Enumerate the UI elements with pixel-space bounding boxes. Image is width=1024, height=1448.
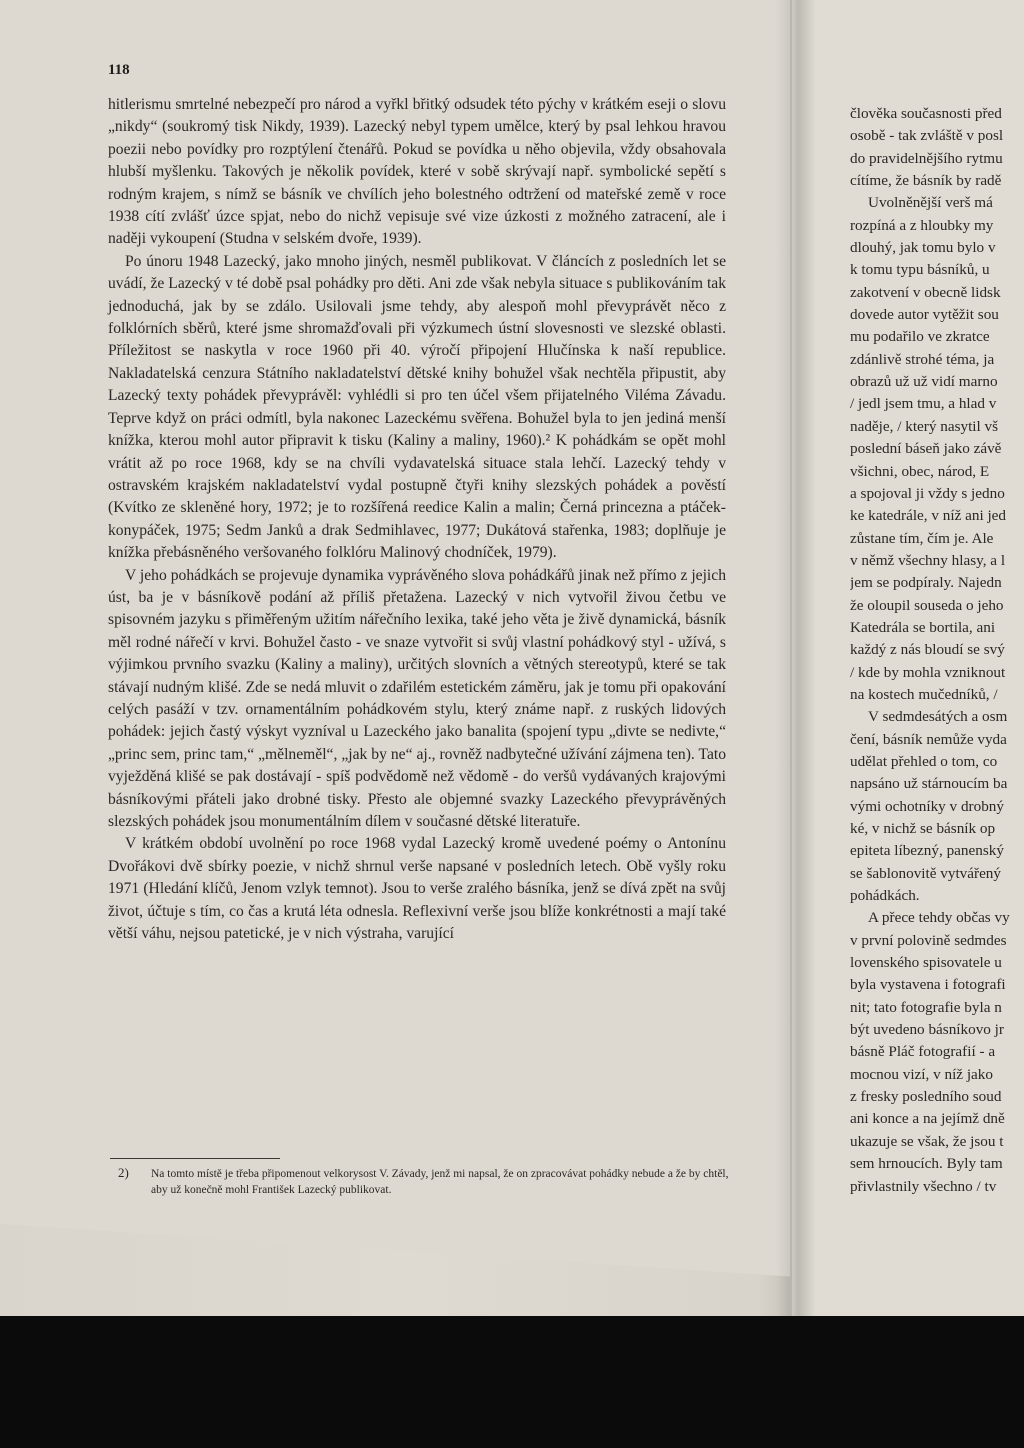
right-page-line: do pravidelnějšího rytmu: [850, 149, 1003, 167]
right-page-line: všichni, obec, národ, E: [850, 462, 990, 480]
right-page-line: zdánlivě strohé téma, ja: [850, 350, 995, 368]
right-page-line: přivlastnily všechno / tv: [850, 1177, 997, 1195]
right-page-line: ke katedrále, v níž ani jed: [850, 507, 1007, 525]
right-page-text: [850, 103, 1024, 1273]
right-page-line: / jedl jsem tmu, a hlad v: [850, 395, 997, 413]
right-page-line: osobě - tak zvláště v posl: [850, 127, 1004, 145]
footnote-mark: 2): [118, 1165, 129, 1180]
footnote-divider: [110, 1158, 280, 1159]
right-page-line: udělat přehled o tom, co: [850, 752, 998, 770]
right-page-line: V sedmdesátých a osm: [868, 708, 1008, 726]
right-page-line: mocnou vizí, v níž jako: [850, 1065, 993, 1083]
right-page-line: lovenského spisovatele u: [850, 954, 1002, 972]
right-page-line: naděje, / který nasytil vš: [850, 417, 999, 435]
right-page-line: ukazuje se však, že jsou t: [850, 1132, 1004, 1150]
right-page-line: poslední báseň jako závě: [850, 440, 1002, 458]
right-page-line: A přece tehdy občas vy: [868, 909, 1010, 927]
right-page-line: byla vystavena i fotografi: [850, 976, 1006, 994]
right-page-line: pohádkách.: [850, 887, 920, 905]
right-page-line: jem se podpíraly. Najedn: [850, 574, 1002, 592]
right-page-line: obrazů už už vidí marno: [850, 373, 998, 391]
right-page-line: epiteta líbezný, panenský: [850, 842, 1004, 860]
right-page-line: básně Pláč fotografií - a: [850, 1043, 996, 1061]
right-page-line: sem hrnoucích. Byly tam: [850, 1155, 1003, 1173]
right-page-line: na kostech mučedníků, /: [850, 685, 998, 703]
right-page-line: být uvedeno básníkovo jr: [850, 1021, 1004, 1039]
right-page-line: zakotvení v obecně lidsk: [850, 283, 1001, 301]
right-page-line: napsáno už stárnoucím ba: [850, 775, 1008, 793]
right-page-line: z fresky posledního soud: [850, 1088, 1002, 1106]
right-page-line: a spojoval ji vždy s jedno: [850, 484, 1005, 502]
right-page-line: v němž všechny hlasy, a l: [850, 551, 1006, 569]
right-page-line: dlouhý, jak tomu bylo v: [850, 239, 996, 257]
right-page-line: ké, v nichž se básník op: [850, 820, 996, 837]
right-page-line: / kde by mohla vzniknout: [850, 663, 1006, 681]
right-page-line: dovede autor vytěžit sou: [850, 306, 999, 324]
right-page-line: rozpíná a z hloubky my: [850, 216, 994, 234]
right-page-line: k tomu typu básníků, u: [850, 261, 990, 279]
right-page-line: se šablonovitě vytvářený: [850, 864, 1001, 882]
right-page-line: ani konce a na jejímž dně: [850, 1110, 1005, 1128]
paragraph: V jeho pohádkách se projevuje dynamika vyprávěného slova pohádkářů jinak než přímo z jejich úst, ba je v básníkově podání až příliš přetažena. Lazecký v nich vytvořil živou četbu ve spisovném jazyku s přiměřeným užitím nářečního lexika, také jeho věta je živě dynamická, básník měl rodné nářečí v krvi. Bohužel často - ve snaze vytvořit si svůj vlastní pohádkový styl - užívá, s výjimkou prvního svazku (Kaliny a maliny), určitých slovních a větných stereotypů, které se tak stávají nudným klišé. Zde se nedá mluvit o zdařilém estetickém záměru, jak je tomu při opakování celých pasáží v tzv. ornamentálním pohádkovém stylu, který známe např. z ruských lidových pohádek: jejich častý výskyt vyzníval u Lazeckého jako banalita (spojení typu „divte se nedivte,“ „princ sem, princ tam,“ „mělneměl“, „jak by ne“ aj., rovněž nadbytečné užívání zájmena ten). Tato vyježděná klišé se pak dostávají - spíš podvědomě než vědomě - do veršů vydávaných krajovými básníkovými přáteli jako drobné tisky. Přesto ale objemné svazky Lazeckého převyprávěných slezských pohádek jsou monumentálním dílem v současné dětské literatuře.: [108, 566, 726, 830]
main-text: [108, 94, 726, 945]
right-page-line: Katedrála se bortila, ani: [850, 618, 996, 636]
right-page-line: vými ochotníky v drobný: [850, 797, 1004, 815]
paragraph: hitlerismu smrtelné nebezpečí pro národ a vyřkl břitký odsudek této pýchy v krátkém eseji o slovu „nikdy“ (soukromý tisk Nikdy, 1939). Lazecký nebyl typem umělce, který by psal lehkou hravou poezii nebo povídky pro rozptýlení čtenářů. Pokud se povídka u něho objevila, vždy obsahovala hlubší myšlenku. Takových je několik povídek, které v sobě skrývají např. symbolické sepětí s rodným krajem, s nímž se básník ve chvílích jeho bolestného odtržení od mateřské země v roce 1938 cítí zvlášť úzce spjat, nebo do nichž vepisuje své vize úzkosti z možného zatracení, ale i naději vykoupení (Studna v selském dvoře, 1939).: [108, 96, 726, 248]
book-gutter: [776, 0, 816, 1316]
right-page-line: v první polovině sedmdes: [850, 931, 1007, 949]
right-page-line: že oloupil souseda o jeho: [850, 596, 1004, 614]
right-page-line: cítíme, že básník by radě: [850, 172, 1002, 190]
page-number: 118: [108, 62, 130, 78]
right-page-line: každý z nás bloudí se svý: [850, 641, 1005, 659]
right-page-line: mu podařilo ve zkratce: [850, 328, 990, 346]
paragraph: V krátkém období uvolnění po roce 1968 vydal Lazecký kromě uvedené poémy o Antonínu Dvořákovi dvě sbírky poezie, v nichž shrnul verše napsané v posledních letech. Obě vyšly roku 1971 (Hledání klíčů, Jenom vzlyk temnot). Jsou to verše zralého básníka, jenž se dívá zpět na svůj život, účtuje s tím, co čas a krutá léta odnesla. Reflexivní verše jsou blíže konkrétnosti a mají také větší váhu, nejsou patetické, je v nich výstraha, varující: [108, 835, 726, 943]
right-page-line: zůstane tím, čím je. Ale: [850, 529, 994, 547]
right-page-line: čení, básník nemůže vyda: [850, 730, 1007, 748]
footnote-text: Na tomto místě je třeba připomenout velkorysost V. Závady, jenž mi napsal, že on zpracovávat pohádky nebude a že by chtěl, aby už konečně mohl František Lazecký publikovat.: [151, 1168, 729, 1196]
paragraph: Po únoru 1948 Lazecký, jako mnoho jiných, nesměl publikovat. V článcích z posledních let se uvádí, že Lazecký v té době psal pohádky pro děti. Ani zde však nebyla situace s publikováním tak jednoduchá, jak by se zdálo. Usilovali jsme tehdy, aby alespoň mohl převyprávět něco z folklórních sběrů, které jsme shromažďovali při výzkumech ústní slovesnosti ve slezské oblasti. Příležitost se naskytla v roce 1960 při 40. výročí připojení Hlučínska k naší republice. Nakladatelská cenzura Státního nakladatelství dětské knihy bohužel však nechtěla připustit, aby Lazecký texty pohádek převyprávěl: vyhlédli si pro ten účel všem přijatelného Viléma Závadu. Teprve když on práci odmítl, byla nakonec Lazeckému svěřena. Bohužel byla to jen jediná menší knížka, kterou mohl autor připravit k tisku (Kaliny a maliny, 1960).² K pohádkám se opět mohl vrátit až po roce 1968, kdy se na chvíli vydavatelská situace stala lehčí. Lazecký tehdy v ostravském krajském nakladatelství vydal postupně čtyři knihy slezských pohádek a pověstí (Kvítko ze skleněné hory, 1972; je to rozšířená reedice Kalin a malin; Černá princezna a ptáček-konypáček, 1975; Sedm Janků a drak Sedmihlavec, 1977; Dukátová stařenka, 1983; doplňuje je knížka přebásněného veršovaného folklóru Malinový chodníček, 1979).: [108, 252, 726, 562]
right-page-line: člověka současnosti před: [850, 105, 1002, 122]
scan-background: [0, 1316, 1024, 1448]
right-page-line: Uvolněnější verš má: [868, 194, 993, 212]
right-page-line: nit; tato fotografie byla n: [850, 998, 1002, 1016]
